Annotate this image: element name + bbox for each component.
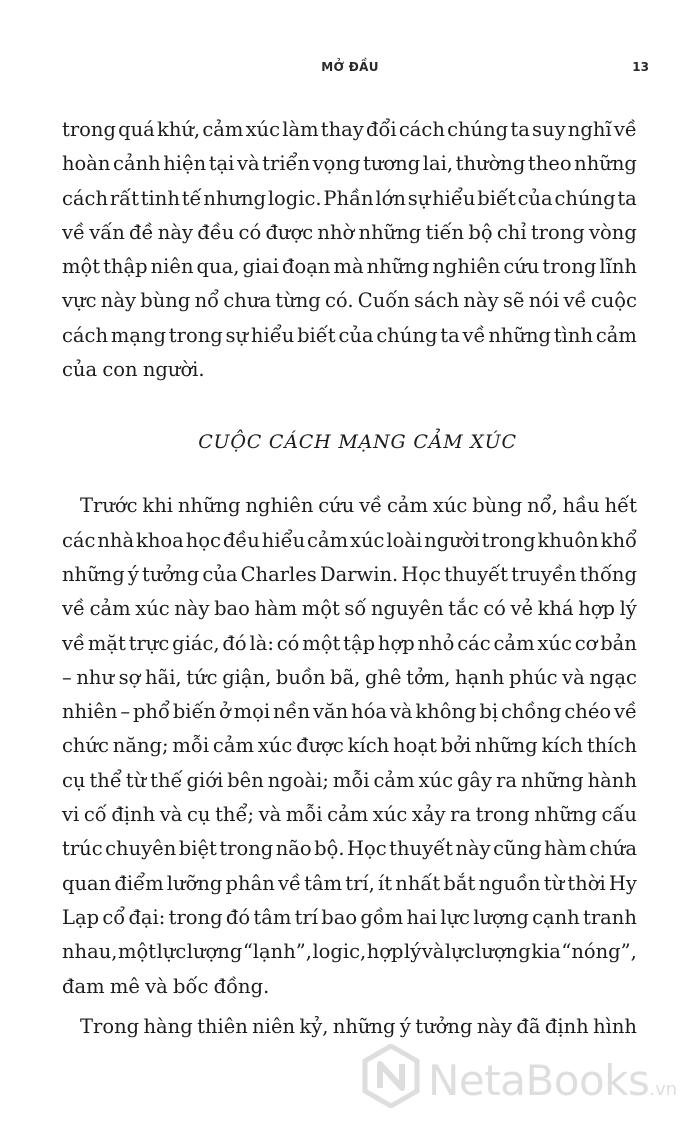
netabooks-logo-icon [362, 1044, 420, 1108]
paragraph-2 [62, 489, 637, 1003]
netabooks-watermark [362, 1042, 692, 1112]
text-line: chức năng; mỗi cảm xúc được kích hoạt bởi những kích thích [62, 734, 637, 758]
text-line: nhiên – phổ biến ở mọi nền văn hóa và không bị chồng chéo về [62, 700, 637, 724]
text-line: về vấn đề này đều có được nhờ những tiến bộ chỉ trong vòng [62, 220, 637, 244]
text-line: vi cố định và cụ thể; và mỗi cảm xúc xảy ra trong những cấu [62, 803, 637, 827]
text-line: hoàn cảnh hiện tại và triển vọng tương lai, thường theo những [62, 152, 637, 176]
text-line: vực này bùng nổ chưa từng có. Cuốn sách này sẽ nói về cuộc [62, 289, 637, 313]
text-line: một thập niên qua, giai đoạn mà những nghiên cứu trong lĩnh [62, 255, 637, 279]
text-line: đam mê và bốc đồng. [62, 974, 270, 998]
chapter-running-title: MỞ ĐẦU [321, 60, 379, 74]
watermark-suffix: .vn [649, 1079, 678, 1100]
text-line: trong quá khứ, cảm xúc làm thay đổi cách chúng ta suy nghĩ về [62, 118, 637, 141]
text-line: cách rất tinh tế nhưng logic. Phần lớn sự hiểu biết của chúng ta [62, 186, 637, 210]
text-line: về mặt trực giác, đó là: có một tập hợp nhỏ các cảm xúc cơ bản [62, 631, 637, 655]
running-header [0, 60, 700, 82]
text-line: nhau, một lực lượng “lạnh”, logic, hợp lý và lực lượng kia “nóng”, [62, 940, 637, 964]
text-line: trúc chuyên biệt trong não bộ. Học thuyết này cũng hàm chứa [62, 837, 637, 861]
paragraph-3 [62, 1010, 637, 1044]
watermark-brand: NetaBooks [428, 1056, 650, 1105]
paragraph-1 [62, 113, 637, 387]
text-line: Trước khi những nghiên cứu về cảm xúc bùng nổ, hầu hết [80, 494, 637, 518]
text-line: cách mạng trong sự hiểu biết của chúng ta về những tình cảm [62, 323, 637, 347]
text-line: cụ thể từ thế giới bên ngoài; mỗi cảm xúc gây ra những hành [62, 768, 637, 792]
text-line: Lạp cổ đại: trong đó tâm trí bao gồm hai lực lượng cạnh tranh [62, 905, 637, 929]
text-line: – như sợ hãi, tức giận, buồn bã, ghê tởm, hạnh phúc và ngạc [62, 665, 637, 689]
body-text [62, 113, 637, 1044]
text-line: những ý tưởng của Charles Darwin. Học thuyết truyền thống [62, 562, 637, 586]
page-number: 13 [632, 60, 649, 74]
text-line: về cảm xúc này bao hàm một số nguyên tắc có vẻ khá hợp lý [62, 597, 637, 621]
text-line: quan điểm lưỡng phân về tâm trí, ít nhất bắt nguồn từ thời Hy [62, 871, 637, 895]
text-line: Trong hàng thiên niên kỷ, những ý tưởng này đã định hình [80, 1014, 637, 1038]
section-heading: CUỘC CÁCH MẠNG CẢM XÚC [198, 431, 517, 454]
watermark-text [428, 1056, 677, 1105]
text-line: của con người. [62, 358, 205, 382]
text-line: các nhà khoa học đều hiểu cảm xúc loài người trong khuôn khổ [62, 528, 637, 552]
